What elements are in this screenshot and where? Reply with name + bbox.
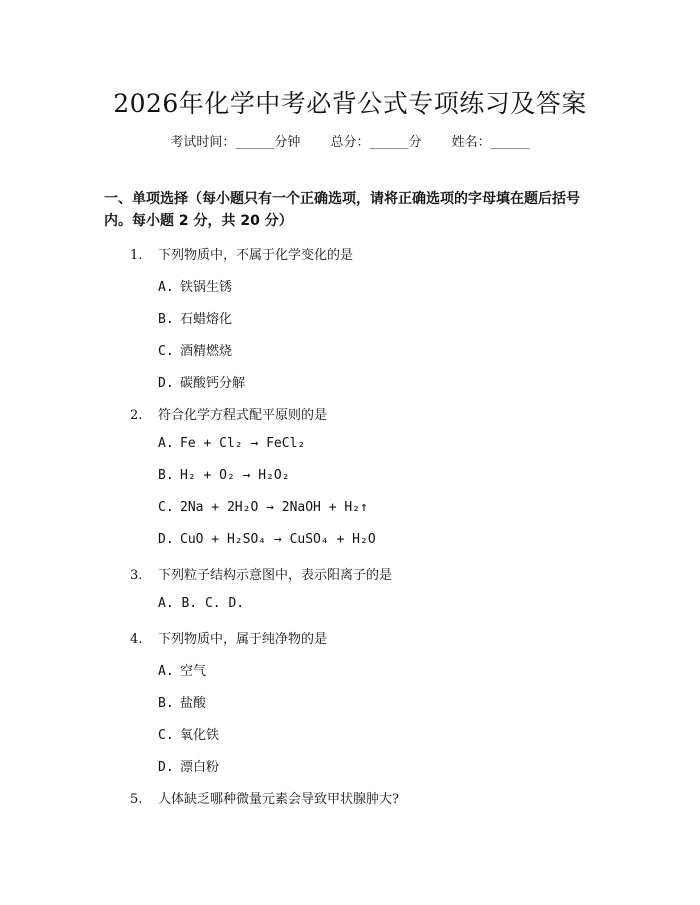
- option-a: A. 铁锅生锈: [158, 280, 233, 295]
- option-text: CuO + H₂SO₄ → CuSO₄ + H₂O: [180, 532, 376, 547]
- question-1: [130, 244, 353, 263]
- section-heading-line: 内。每小题 2 分，共 20 分）: [104, 213, 293, 229]
- option-b: B. H₂ + O₂ → H₂O₂: [158, 468, 290, 483]
- option-text: Fe + Cl₂ → FeCl₂: [180, 436, 306, 451]
- inline-options: A. B. C. D.: [158, 596, 245, 611]
- option-text: 酒精燃烧: [180, 344, 233, 359]
- question-4: [130, 628, 327, 647]
- option-d: D. 漂白粉: [158, 760, 220, 775]
- question-text: 符合化学方程式配平原则的是: [158, 408, 328, 423]
- question-text: 下列物质中，属于纯净物的是: [158, 632, 328, 647]
- question-3: [130, 564, 392, 583]
- question-number: 1.: [130, 248, 143, 263]
- option-text: 空气: [180, 664, 207, 679]
- exam-meta: [0, 131, 700, 150]
- option-d: D. CuO + H₂SO₄ → CuSO₄ + H₂O: [158, 532, 376, 547]
- option-b: B. 盐酸: [158, 696, 207, 711]
- option-b: B. 石蜡熔化: [158, 312, 233, 327]
- total-score: 总分：______分: [330, 135, 422, 150]
- option-text: 2Na + 2H₂O → 2NaOH + H₂↑: [180, 500, 368, 515]
- option-text: 石蜡熔化: [180, 312, 233, 327]
- option-c: C. 氧化铁: [158, 728, 220, 743]
- option-text: 碳酸钙分解: [180, 376, 246, 391]
- option-d: D. 碳酸钙分解: [158, 376, 246, 391]
- question-2: [130, 404, 327, 423]
- option-text: H₂ + O₂ → H₂O₂: [180, 468, 290, 483]
- section-heading: [104, 188, 594, 232]
- question-number: 5.: [130, 792, 143, 807]
- option-a: A. Fe + Cl₂ → FeCl₂: [158, 436, 306, 451]
- exam-time: 考试时间：______分钟: [170, 135, 301, 150]
- option-a: A. 空气: [158, 664, 207, 679]
- question-text: 下列物质中，不属于化学变化的是: [158, 248, 354, 263]
- question-text: 下列粒子结构示意图中，表示阳离子的是: [158, 568, 393, 583]
- student-name: 姓名：______: [451, 135, 530, 150]
- option-text: 漂白粉: [180, 760, 220, 775]
- question-number: 3.: [130, 568, 143, 583]
- question-number: 2.: [130, 408, 143, 423]
- question-number: 4.: [130, 632, 143, 647]
- section-heading-line: 一、单项选择（每小题只有一个正确选项，请将正确选项的字母填在题后括号: [104, 191, 580, 207]
- question-text: 人体缺乏哪种微量元素会导致甲状腺肿大?: [158, 792, 399, 807]
- option-text: 铁锅生锈: [180, 280, 233, 295]
- option-text: 氧化铁: [180, 728, 220, 743]
- option-c: C. 2Na + 2H₂O → 2NaOH + H₂↑: [158, 500, 368, 515]
- option-text: 盐酸: [180, 696, 207, 711]
- page-title: 2026年化学中考必背公式专项练习及答案: [113, 89, 587, 118]
- option-c: C. 酒精燃烧: [158, 344, 233, 359]
- question-5: [130, 788, 399, 807]
